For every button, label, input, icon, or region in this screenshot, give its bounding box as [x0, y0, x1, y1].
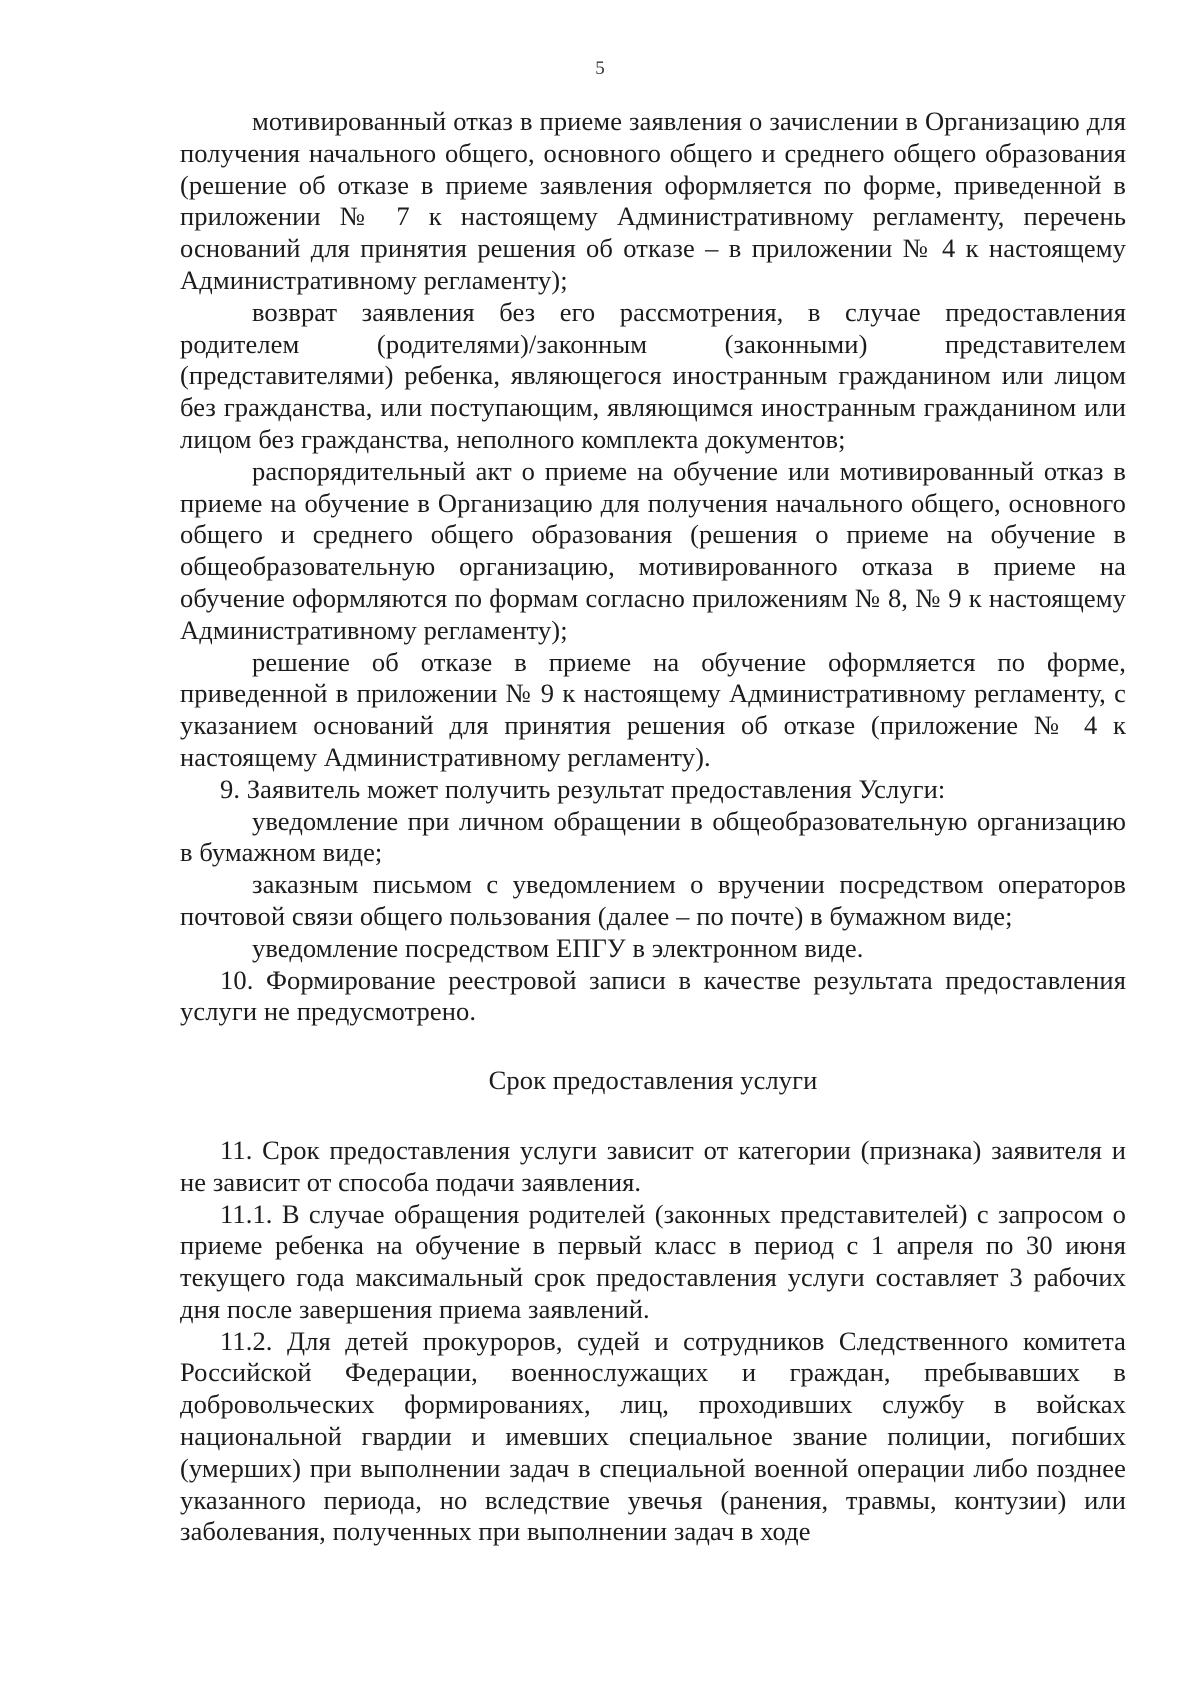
paragraph-item-11-1: 11.1. В случае обращения родителей (законных представителей) с запросом о приеме ребенка на обучение в первый класс в период с 1 апреля по 30 июня текущего года максимальный срок предоставления услуги составляет 3 рабочих дня после завершения приема заявлений. — [180, 1198, 1126, 1324]
paragraph-registered-mail: заказным письмом с уведомлением о вручении посредством операторов почтовой связи общего пользования (далее – по почте) в бумажном виде; — [180, 869, 1126, 931]
paragraph-item-9: 9. Заявитель может получить результат предоставления Услуги: — [220, 773, 946, 804]
paragraph-refusal-decision: решение об отказе в приеме на обучение оформляется по форме, приведенной в приложении № 9 к настоящему Административному регламенту, с указанием оснований для принятия решения об отказе (приложение № 4 к настоящему Административному регламенту). — [180, 646, 1126, 772]
paragraph-item-11-2: 11.2. Для детей прокуроров, судей и сотрудников Следственного комитета Российской Федерации, военнослужащих и граждан, пребывавших в добровольческих формированиях, лиц, проходивших службу в войсках национальной гвардии и имевших специальное звание полиции, погибших (умерших) при выполнении задач в специальной военной операции либо позднее указанного периода, но вследствие увечья (ранения, травмы, контузии) или заболевания, полученных при выполнении задач в ходе — [180, 1325, 1126, 1547]
paragraph-personal-notice: уведомление при личном обращении в общеобразовательную организацию в бумажном виде; — [180, 805, 1126, 868]
section-heading: Срок предоставления услуги — [488, 1065, 818, 1096]
document-body — [180, 106, 1126, 1548]
paragraph-epgu-notice: уведомление посредством ЕПГУ в электронном виде. — [252, 932, 864, 963]
paragraph-enrollment-act: распорядительный акт о приеме на обучение или мотивированный отказ в приеме на обучение в Организацию для получения начального общего, основного общего и среднего общего образования (решения о приеме на обучение в общеобразовательную организацию, мотивированного отказа в приеме на обучение оформляются по формам согласно приложениям № 8, № 9 к настоящему Административному регламенту); — [180, 455, 1126, 645]
paragraph-return-application: возврат заявления без его рассмотрения, в случае предоставления родителем (родителями)/законным (законными) представителем (представителями) ребенка, являющегося иностранным гражданином или лицом без гражданства, или поступающим, являющимся иностранным гражданином или лицом без гражданства, неполного комплекта документов; — [180, 296, 1126, 454]
paragraph-item-11: 11. Срок предоставления услуги зависит от категории (признака) заявителя и не зависит от способа подачи заявления. — [180, 1134, 1126, 1197]
paragraph-refusal-admission: мотивированный отказ в приеме заявления о зачислении в Организацию для получения начального общего, основного общего и среднего общего образования (решение об отказе в приеме заявления оформляется по форме, приведенной в приложении № 7 к настоящему Административному регламенту, перечень оснований для принятия решения об отказе – в приложении № 4 к настоящему Административному регламенту); — [180, 106, 1126, 295]
paragraph-item-10: 10. Формирование реестровой записи в качестве результата предоставления услуги не предусмотрено. — [180, 964, 1126, 1027]
page-number: 5 — [595, 58, 605, 79]
